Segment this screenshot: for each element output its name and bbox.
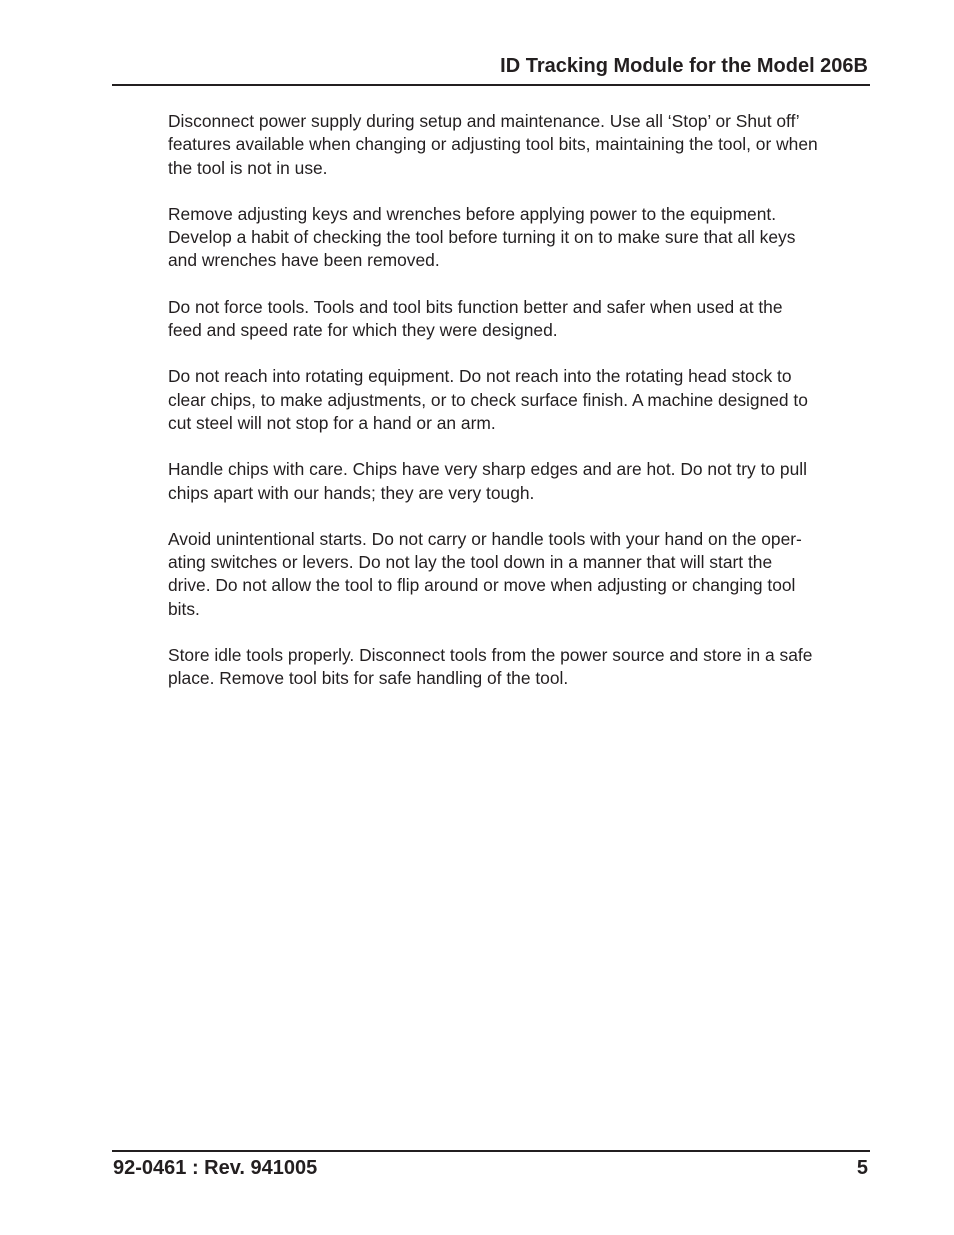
paragraph-line: Develop a habit of checking the tool before turning it on to make sure that all keys [168,227,796,248]
header-title: ID Tracking Module for the Model 206B [500,55,868,77]
paragraph-line: bits. [168,598,200,619]
paragraph-line: Store idle tools properly. Disconnect tools from the power source and store in a safe [168,645,813,666]
paragraph-disconnect-power [168,110,872,180]
paragraph-line: chips apart with our hands; they are very tough. [168,482,535,503]
document-revision: 92-0461 : Rev. 941005 [113,1157,318,1179]
page-header [112,54,870,86]
paragraph-line: Remove adjusting keys and wrenches before applying power to the equipment. [168,203,777,224]
page-number: 5 [856,1157,868,1179]
page-footer [112,1150,870,1179]
main-content [168,110,872,714]
paragraph-line: Do not force tools. Tools and tool bits function better and safer when used at the [168,296,783,317]
paragraph-rotating-equipment [168,365,872,435]
paragraph-line: Avoid unintentional starts. Do not carry or handle tools with your hand on the oper- [168,528,802,549]
paragraph-line: features available when changing or adjusting tool bits, maintaining the tool, or when [168,134,818,155]
paragraph-line: drive. Do not allow the tool to flip around or move when adjusting or changing tool [168,575,796,596]
paragraph-line: Do not reach into rotating equipment. Do not reach into the rotating head stock to [168,366,792,387]
paragraph-line: feed and speed rate for which they were designed. [168,320,558,341]
paragraph-line: the tool is not in use. [168,157,328,178]
paragraph-line: clear chips, to make adjustments, or to check surface finish. A machine designed to [168,389,808,410]
paragraph-remove-keys [168,203,872,273]
paragraph-do-not-force [168,296,872,343]
paragraph-line: ating switches or levers. Do not lay the tool down in a manner that will start the [168,552,773,573]
paragraph-store-idle-tools [168,644,872,691]
paragraph-line: Disconnect power supply during setup and maintenance. Use all ‘Stop’ or Shut off’ [168,111,800,131]
paragraph-line: and wrenches have been removed. [168,250,440,271]
paragraph-unintentional-starts [168,528,872,621]
paragraph-line: cut steel will not stop for a hand or an arm. [168,412,496,433]
paragraph-line: Handle chips with care. Chips have very sharp edges and are hot. Do not try to pull [168,459,807,480]
paragraph-handle-chips [168,458,872,505]
paragraph-line: place. Remove tool bits for safe handling of the tool. [168,668,569,689]
